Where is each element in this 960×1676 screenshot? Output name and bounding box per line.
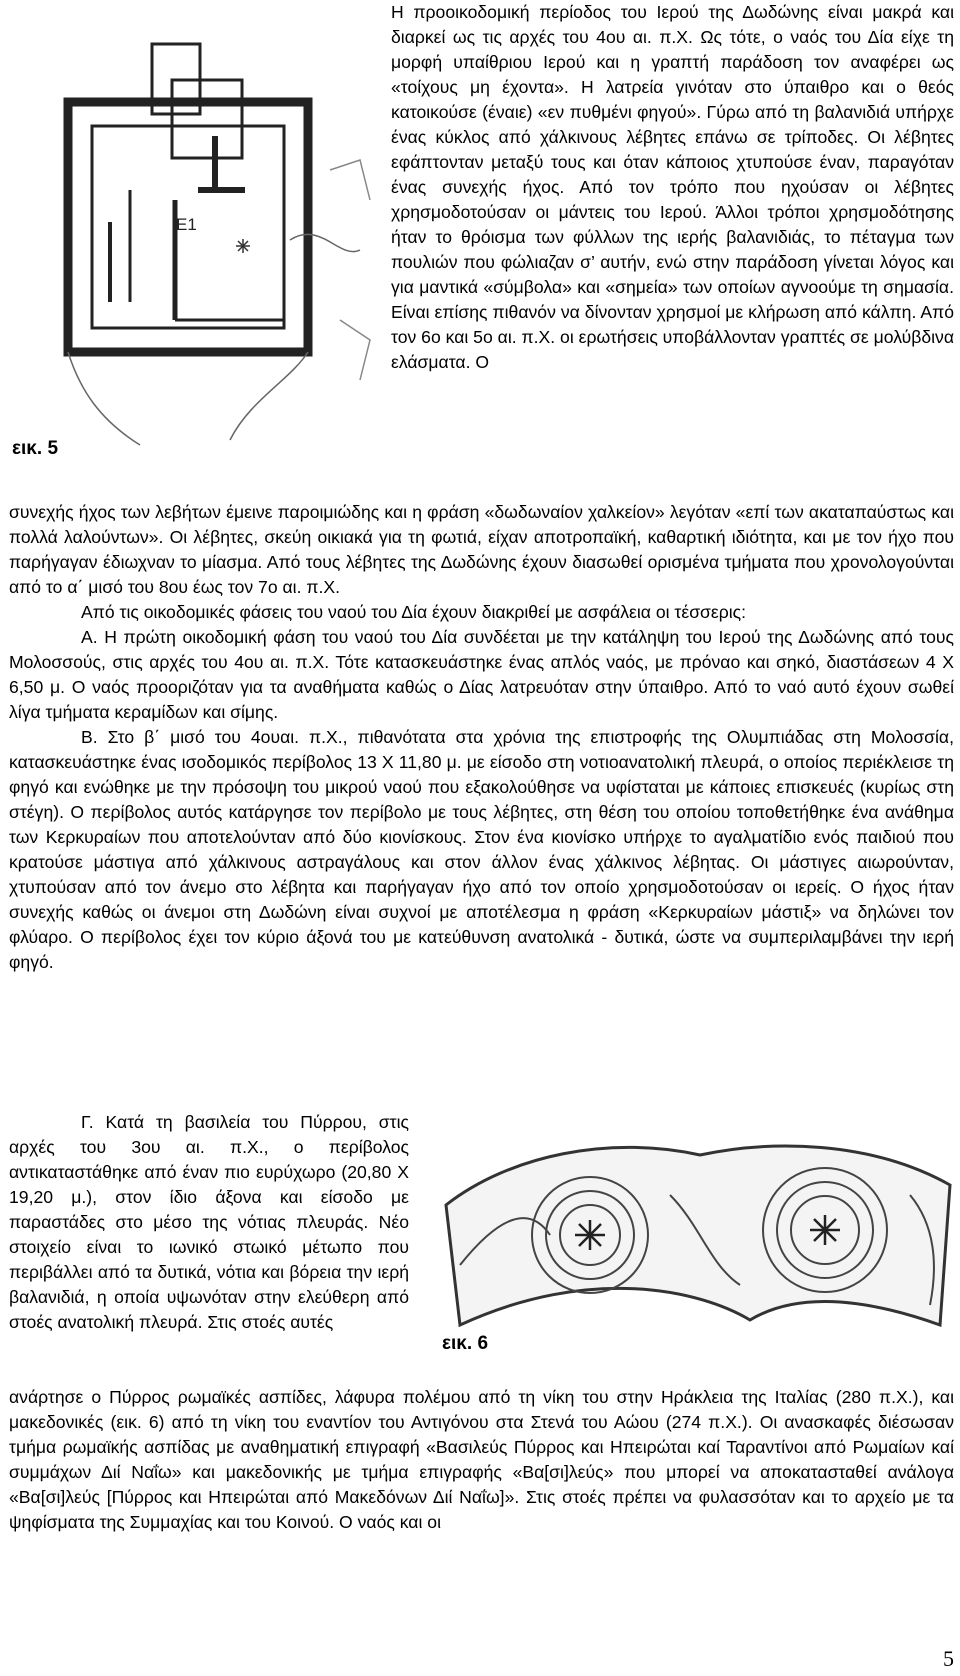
- figure-caption-5: εικ. 5: [12, 438, 59, 459]
- paragraph: Α. Η πρώτη οικοδομική φάση του ναού του Δία συνδέεται με την κατάληψη του Ιερού της Δωδώνης από τους Μολοσσούς, στις αρχές του 4ου αι. π.Χ. Τότε κατασκευάστηκε ένας απλός ναός, με πρόναο και σηκό, διαστάσεων 4 Χ 6,50 μ. Ο ναός προοριζόταν για τα αναθήματα καθώς ο Δίας λατρευόταν στην ύπαιθρο. Από το ναό αυτό έχουν σωθεί λίγα τμήματα κεραμίδων και σίμης.: [9, 627, 954, 722]
- intro-paragraph: [391, 0, 954, 375]
- figure-caption-6: εικ. 6: [442, 1333, 489, 1354]
- plan-label: E1: [176, 215, 197, 234]
- macedonian-shield-figure: [440, 1115, 956, 1343]
- page-number: 5: [943, 1646, 954, 1671]
- phase-c-paragraph: [9, 1110, 409, 1335]
- paragraph: Β. Στο β΄ μισό του 4ουαι. π.Χ., πιθανότατα στα χρόνια της επιστροφής της Ολυμπιάδας στη Μολοσσία, κατασκευάστηκε ένας ισοδομικός περίβολος 13 Χ 11,80 μ. με είσοδο στη νοτιοανατολική πλευρά, ο οποίος περιέκλεισε τη φηγό και ενώθηκε με την πρόσοψη του μικρού ναού που εξακολούθησε να υφίσταται με κάποιες επισκευές (κυρίως στη στέγη). Ο περίβολος αυτός κατάργησε τον περίβολο με τους λέβητες, στη θέση του οποίου τοποθετήθηκε ένα ανάθημα των Κερκυραίων που αποτελούνταν από δύο κιονίσκους. Στον ένα κιονίσκο υπήρχε το αγαλματίδιο ενός παιδιού που κρατούσε μάστιγα από χάλκινους αστραγάλους και στον άλλον ένας χάλκινος λέβητας. Οι μάστιγες αιωρούνταν, χτυπούσαν από τον άνεμο στο λέβητα και παρήγαγαν ήχο από τον οποίο χρησμοδοτούσαν οι ιερείς. Ο ήχος ήταν συνεχής καθώς οι άνεμοι στη Δωδώνη είναι συχνοί με αποτέλεσμα η φράση «Κερκυραίων μάστιξ» να δηλώνει τον φλύαρο. Ο περίβολος έχει τον κύριο άξονά του με κατεύθυνση ανατολικά - δυτικά, ώστε να συμπεριλαμβάνει την ιερή φηγό.: [9, 727, 954, 972]
- temple-plan-figure: [40, 40, 378, 450]
- paragraph: συνεχής ήχος των λεβήτων έμεινε παροιμιώδης και η φράση «δωδωναίον χαλκείον» λεγόταν «επί των ακαταπαύστως και πολλά λαλούντων». Οι λέβητες, σκεύη οικιακά για τη φωτιά, είχαν αποτροπαϊκή, καθαρτική ιδιότητα, και με τον ήχο που παρήγαγαν έδιωχναν το μίασμα. Από τους λέβητες της Δωδώνης έχουν διασωθεί ορισμένα τμήματα που χρονολογούνται από το α΄ μισό του 8ου έως τον 7ο αι. π.Χ.: [9, 502, 954, 597]
- paragraph: ανάρτησε ο Πύρρος ρωμαϊκές ασπίδες, λάφυρα πολέμου από τη νίκη του στην Ηράκλεια της Ιταλίας (280 π.Χ.), και μακεδονικές (εικ. 6) από τη νίκη του εναντίον του Αντιγόνου στα Στενά του Αώου (274 π.Χ.). Οι ανασκαφές διέσωσαν τμήμα ρωμαϊκής ασπίδας με αναθηματική επιγραφή «Βασιλεύς Πύρρος και Ηπειρώται καί Ταραντίνοι από Ρωμαίων καί συμμάχων Διί Ναΐω» και μακεδονικής με τμήμα επιγραφής «Βα[σι]λεύς» που μπορεί να αποκατασταθεί ανάλογα «Βα[σι]λεύς [Πύρρος και Ηπειρώται από Μακεδόνων Διί Ναΐω]». Στις στοές πρέπει να φυλασσόταν και το αρχείο με τα ψηφίσματα της Συμμαχίας και του Κοινού. Ο ναός και οι: [9, 1387, 954, 1532]
- paragraph: Γ. Κατά τη βασιλεία του Πύρρου, στις αρχές του 3ου αι. π.Χ., ο περίβολος αντικαταστάθηκε από έναν πιο ευρύχωρο (20,80 Χ 19,20 μ.), στον ίδιο άξονα και είσοδο με παραστάδες στο μέσο της νότιας πλευράς. Νέο στοιχείο είναι το ιωνικό στωικό μέτωπο που περιβάλλει από τα δυτικά, νότια και βόρεια την ιερή βαλανιδιά, η οποία υψωνόταν στην ελεύθερη από στοές ανατολική πλευρά. Στις στοές αυτές: [9, 1112, 409, 1332]
- main-text: [9, 500, 954, 975]
- paragraph: Η προοικοδομική περίοδος του Ιερού της Δωδώνης είναι μακρά και διαρκεί ως τις αρχές του 4ου αι. π.Χ. Ως τότε, ο ναός του Δία είχε τη μορφή υπαίθριου Ιερού και η γραπτή παράδοση τον αναφέρει ως «τοίχους μη έχοντα». Η λατρεία γινόταν στο ύπαιθρο και ο θεός κατοικούσε (έναιε) «εν πυθμένι φηγού». Γύρω από τη βαλανιδιά υπήρχε ένας κύκλος από χάλκινους λέβητες επάνω σε τρίποδες. Οι λέβητες εφάπτονταν μεταξύ τους και όταν κάποιος χτυπούσε έναν, παραγόταν ένας συνεχής ήχος. Από τον τρόπο που ηχούσαν οι λέβητες χρησμοδοτούσαν οι μάντεις του Ιερού. Άλλοι τρόποι χρησμοδότησης ήταν το θρόισμα των φύλλων της ιερής βαλανιδιάς, το πέταγμα των πουλιών που φώλιαζαν σ’ αυτήν, ενώ στην παράδοση γίνεται λόγος και για μαντικά «σύμβολα» και «σημεία» των οποίων αγνοούμε τη σημασία. Είναι επίσης πιθανόν να δίνονταν χρησμοί με κλήρωση από κάλπη. Από τον 6ο και 5ο αι. π.Χ. οι ερωτήσεις υποβάλλονταν γραπτές σε μολύβδινα ελάσματα. Ο: [391, 2, 954, 372]
- closing-text: [9, 1385, 954, 1535]
- paragraph: Από τις οικοδομικές φάσεις του ναού του Δία έχουν διακριθεί με ασφάλεια οι τέσσερις:: [81, 602, 747, 622]
